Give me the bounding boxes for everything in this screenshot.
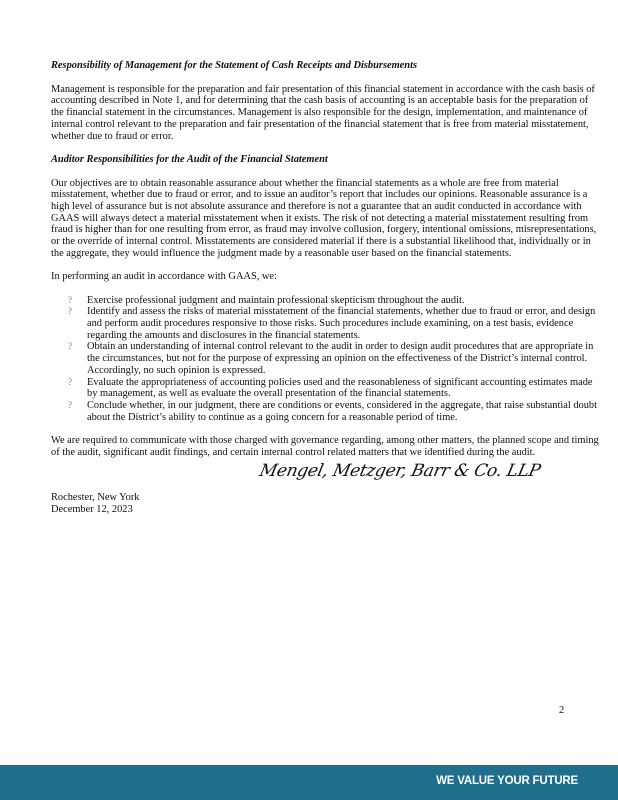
governance-paragraph: We are required to communicate with those charged with governance regarding, among other matters, the planned scope and timing of the audit, significant audit findings, and certain internal control related matters that we identified during the audit. [51,435,599,458]
audit-procedures-list [51,295,601,424]
list-item-text: Obtain an understanding of internal control relevant to the audit in order to design audit procedures that are appropriate in the circumstances, but not for the purpose of expressing an opinion on the effectiveness of the District’s internal control. Accordingly, no such opinion is expressed. [87,341,594,376]
bullet-icon: ? [68,306,72,317]
footer-tagline: WE VALUE YOUR FUTURE [436,775,578,787]
auditor-objectives-paragraph: Our objectives are to obtain reasonable assurance about whether the financial statements as a whole are free from material misstatement, whether due to fraud or error, and to issue an auditor’s report that includes our opinions. Reasonable assurance is a high level of assurance but is not absolute assurance and therefore is not a guarantee that an audit conducted in accordance with GAAS will always detect a material misstatement when it exists. The risk of not detecting a material misstatement resulting from fraud is higher than for one resulting from error, as fraud may involve collusion, forgery, intentional omissions, misrepresentations, or the override of internal control. Misstatements are considered material if there is a substantial likelihood that, individually or in the aggregate, they would influence the judgment made by a reasonable user based on the financial statements. [51,177,597,259]
document-page [51,60,601,516]
bullet-icon: ? [68,399,72,410]
management-responsibility-heading: Responsibility of Management for the Statement of Cash Receipts and Disbursements [51,60,418,71]
firm-signature: Mengel, Metzger, Barr & Co. LLP [257,461,543,482]
bullet-icon: ? [68,294,72,305]
list-item [51,400,601,423]
list-item [51,306,601,341]
report-date: December 12, 2023 [51,504,133,516]
list-item [51,377,601,400]
signing-location: Rochester, New York [51,492,140,504]
gaas-intro: In performing an audit in accordance with GAAS, we: [51,271,277,283]
list-item-text: Conclude whether, in our judgment, there are conditions or events, considered in the aggregate, that raise substantial doubt about the District’s ability to continue as a going concern for a reasonable period of time. [87,399,598,423]
management-responsibility-paragraph: Management is responsible for the preparation and fair presentation of this financial statement in accordance with the cash basis of accounting described in Note 1, and for determining that the cash basis of accounting is an acceptable basis for the preparation of the financial statement in the circumstances. Management is also responsible for the design, implementation, and maintenance of internal control relevant to the preparation and fair presentation of the financial statement that is free from material misstatement, whether due to fraud or error. [51,83,595,142]
bullet-icon: ? [68,376,72,387]
list-item-text: Exercise professional judgment and maintain professional skepticism throughout the audit. [87,294,465,306]
auditor-responsibility-heading: Auditor Responsibilities for the Audit of the Financial Statement [51,153,328,165]
list-item-text: Identify and assess the risks of material misstatement of the financial statements, whether due to fraud or error, and design and perform audit procedures responsive to those risks. Such procedures include examining, on a test basis, evidence regarding the amounts and disclosures in the financial statements. [87,306,596,341]
list-item [51,341,601,376]
list-item-text: Evaluate the appropriateness of accounting policies used and the reasonableness of significant accounting estimates made by management, as well as evaluate the overall presentation of the financial statements. [87,376,593,400]
page-number: 2 [559,705,565,716]
footer-band [0,765,618,800]
list-item [51,295,601,307]
bullet-icon: ? [68,341,72,352]
